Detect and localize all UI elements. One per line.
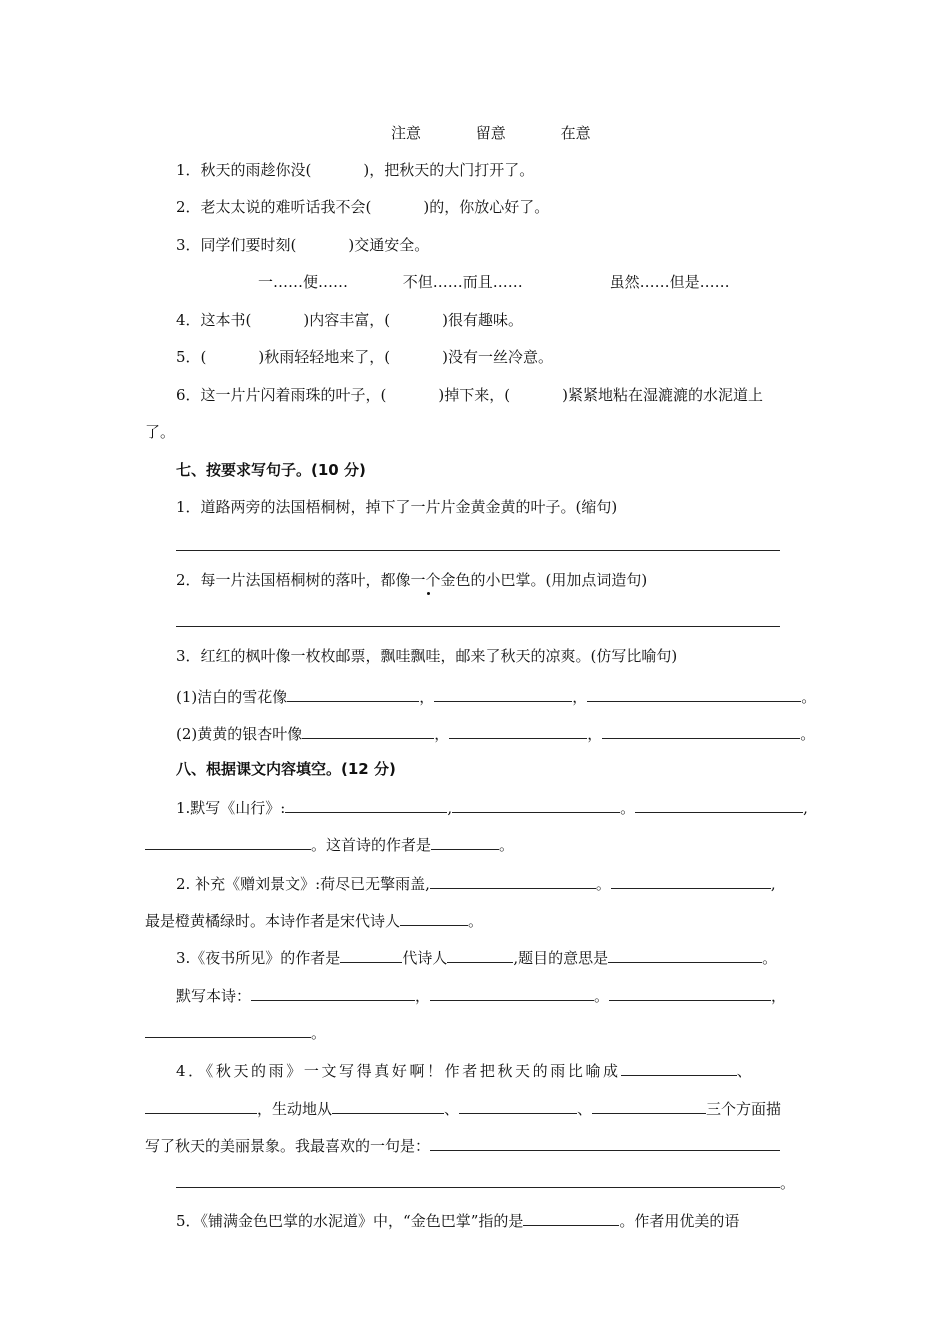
fill-blank[interactable] (609, 984, 771, 1001)
fill-blank[interactable] (523, 1209, 619, 1226)
fill-blank[interactable] (285, 796, 447, 813)
word-bank-1 (391, 123, 591, 143)
question-7-3-1: (1)洁白的雪花像 ， ， 。 (176, 685, 816, 707)
fill-blank[interactable] (251, 984, 415, 1001)
emphasis-dot-icon (427, 592, 430, 595)
fill-blank[interactable] (449, 722, 587, 739)
question-6-1: 1．秋天的雨趁你没( )，把秋天的大门打开了。 (176, 161, 535, 179)
conjunction-option: 虽然……但是…… (609, 273, 730, 291)
fill-blank[interactable] (602, 722, 800, 739)
fill-blank[interactable] (287, 685, 419, 702)
section-7-heading: 七、按要求写句子。(10 分) (176, 461, 366, 479)
section-8-heading: 八、根据课文内容填空。(12 分) (176, 760, 396, 778)
fill-blank[interactable] (608, 946, 762, 963)
fill-blank[interactable] (434, 685, 572, 702)
question-8-5: 5．《铺满金色巴掌的水泥道》中，“金色巴掌”指的是 。作者用优美的语 (176, 1209, 739, 1231)
fill-blank[interactable] (459, 1097, 577, 1114)
question-6-3: 3．同学们要时刻( )交通安全。 (176, 236, 430, 254)
question-8-4-line3: 写了秋天的美丽景象。我最喜欢的一句是： (145, 1134, 780, 1156)
fill-blank[interactable] (447, 946, 513, 963)
fill-blank[interactable] (611, 872, 771, 889)
question-7-3-2: (2)黄黄的银杏叶像 ， ， 。 (176, 722, 815, 744)
conjunction-option: 一……便…… (258, 273, 349, 291)
question-7-3: 3．红红的枫叶像一枚枚邮票，飘哇飘哇，邮来了秋天的凉爽。(仿写比喻句) (176, 647, 678, 665)
question-8-3-continued: 。 (145, 1021, 326, 1043)
question-8-1: 1.默写《山行》: , 。 , (176, 796, 808, 818)
question-6-2: 2．老太太说的难听话我不会( )的，你放心好了。 (176, 198, 550, 216)
fill-blank[interactable] (340, 946, 402, 963)
conjunction-option: 不但……而且…… (402, 273, 523, 291)
question-8-3: 3.《夜书所见》的作者是 代诗人 ,题目的意思是 。 (176, 946, 777, 968)
fill-blank[interactable] (145, 833, 311, 850)
question-6-6: 6．这一片片闪着雨珠的叶子，( )掉下来，( )紧紧地粘在湿漉漉的水泥道上 (176, 386, 763, 404)
question-7-2: 2．每一片法国梧桐树的落叶，都像一个金色的小巴掌。(用加点词造句) (176, 571, 648, 589)
fill-blank[interactable] (587, 685, 801, 702)
question-7-1: 1．道路两旁的法国梧桐树，掉下了一片片金黄金黄的叶子。(缩句) (176, 498, 618, 516)
fill-blank[interactable] (452, 796, 620, 813)
fill-blank[interactable] (176, 1171, 780, 1188)
fill-blank[interactable] (332, 1097, 444, 1114)
fill-blank[interactable] (592, 1097, 706, 1114)
question-8-4-line2: ，生动地从 、 、 三个方面描 (145, 1097, 781, 1119)
fill-blank[interactable] (302, 722, 434, 739)
question-8-1-continued: 。这首诗的作者是 。 (145, 833, 514, 855)
question-8-3-write: 默写本诗： ， 。 ， (176, 984, 786, 1006)
answer-line-7-1[interactable] (176, 550, 780, 551)
word-option: 注意 (391, 124, 422, 142)
question-8-2-continued: 最是橙黄橘绿时。本诗作者是宋代诗人 。 (145, 909, 483, 931)
fill-blank[interactable] (145, 1021, 311, 1038)
fill-blank[interactable] (431, 833, 499, 850)
question-6-5: 5．( )秋雨轻轻地来了，( )没有一丝冷意。 (176, 348, 553, 366)
word-option: 留意 (475, 124, 506, 142)
question-6-4: 4．这本书( )内容丰富，( )很有趣味。 (176, 311, 523, 329)
question-6-6-continued: 了。 (145, 423, 176, 441)
fill-blank[interactable] (621, 1059, 737, 1076)
fill-blank[interactable] (430, 984, 594, 1001)
word-bank-2 (258, 272, 730, 292)
question-8-4-line4: 。 (176, 1171, 795, 1193)
word-option: 在意 (560, 124, 591, 142)
fill-blank[interactable] (635, 796, 803, 813)
fill-blank[interactable] (400, 909, 468, 926)
question-8-4: 4．《秋天的雨》一文写得真好啊！作者把秋天的雨比喻成 、 (176, 1059, 754, 1081)
question-8-2: 2. 补充《赠刘景文》:荷尽已无擎雨盖, 。 , (176, 872, 776, 894)
answer-line-7-2[interactable] (176, 626, 780, 627)
fill-blank[interactable] (145, 1097, 257, 1114)
fill-blank[interactable] (430, 872, 596, 889)
fill-blank[interactable] (430, 1134, 780, 1151)
